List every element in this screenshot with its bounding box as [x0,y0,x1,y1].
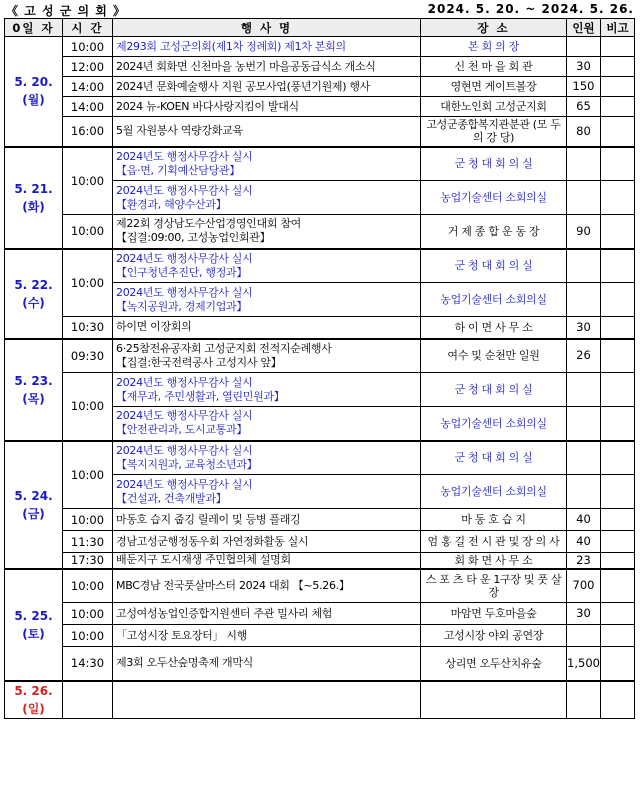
people-cell: 30 [567,317,601,339]
people-cell: 90 [567,215,601,249]
event-cell [113,373,421,407]
col-date: 0일 자 [5,19,63,37]
place-cell: 군 청 대 회 의 실 [421,441,567,475]
people-cell: 26 [567,339,601,373]
event-title: 「고성시장 토요장터」 시행 [116,628,248,642]
event-title: MBC경남 전국풋살마스터 2024 대회 【~5.26.】 [116,578,350,592]
event-cell [113,681,421,719]
note-cell [601,531,635,553]
people-cell: 150 [567,77,601,97]
time-cell: 14:30 [63,647,113,681]
time-cell: 16:00 [63,117,113,147]
people-cell [567,625,601,647]
place-cell: 영현면 게이트볼장 [421,77,567,97]
col-time: 시 간 [63,19,113,37]
note-cell [601,283,635,317]
date-cell [5,339,63,441]
schedule-row [5,215,635,249]
time-cell: 10:00 [63,37,113,57]
note-cell [601,249,635,283]
event-cell [113,215,421,249]
col-note: 비고 [601,19,635,37]
place-cell: 하 이 면 사 무 소 [421,317,567,339]
weekday-label: (화) [22,199,45,214]
schedule-row [5,77,635,97]
date-label: 5. 22. [14,277,53,292]
event-title: 2024년도 행정사무감사 실시 [116,375,253,389]
weekday-label: (토) [22,626,45,641]
schedule-row [5,603,635,625]
event-cell [113,117,421,147]
weekday-label: (목) [22,391,45,406]
event-title: 2024 뉴-KOEN 바다사랑지킴이 발대식 [116,99,299,113]
note-cell [601,97,635,117]
place-cell: 군 청 대 회 의 실 [421,147,567,181]
event-cell [113,57,421,77]
event-title: 제293회 고성군의회(제1차 정례회) 제1차 본회의 [116,39,346,53]
place-cell: 마 동 호 습 지 [421,509,567,531]
event-department: 【집결:09:00, 고성농업인회관】 [116,231,271,245]
people-cell: 40 [567,509,601,531]
note-cell [601,475,635,509]
time-cell: 10:00 [63,441,113,509]
event-title: 2024년도 행정사무감사 실시 [116,183,253,197]
event-cell [113,339,421,373]
time-cell: 17:30 [63,553,113,569]
event-title: 제3회 오두산숲명축제 개막식 [116,656,254,670]
date-cell [5,681,63,719]
event-cell [113,553,421,569]
note-cell [601,147,635,181]
people-cell [567,681,601,719]
note-cell [601,553,635,569]
schedule-body [5,37,635,719]
people-cell [567,475,601,509]
people-cell: 65 [567,97,601,117]
note-cell [601,441,635,475]
event-cell [113,569,421,603]
event-department: 【복지지원과, 교육청소년과】 [116,457,258,471]
event-cell [113,283,421,317]
people-cell [567,181,601,215]
schedule-row [5,681,635,719]
place-cell: 농업기술센터 소회의실 [421,181,567,215]
schedule-row [5,553,635,569]
event-title: 2024년도 행정사무감사 실시 [116,443,253,457]
schedule-row [5,117,635,147]
note-cell [601,407,635,441]
place-cell: 농업기술센터 소회의실 [421,475,567,509]
note-cell [601,77,635,97]
event-cell [113,625,421,647]
time-cell: 14:00 [63,97,113,117]
note-cell [601,681,635,719]
event-cell [113,647,421,681]
place-cell: 마암면 두호마을숲 [421,603,567,625]
event-department: 【집결:한국전력공사 고성지사 앞】 [116,355,282,369]
weekday-label: (수) [22,295,45,310]
event-cell [113,317,421,339]
schedule-row [5,317,635,339]
people-cell [567,407,601,441]
event-department: 【녹지공원과, 경제기업과】 [116,299,248,313]
place-cell: 농업기술센터 소회의실 [421,283,567,317]
time-cell [63,681,113,719]
schedule-row [5,569,635,603]
place-cell: 스 포 츠 타 운 1구장 및 풋 살 장 [421,569,567,603]
time-cell: 10:00 [63,603,113,625]
note-cell [601,603,635,625]
event-title: 2024년도 행정사무감사 실시 [116,477,253,491]
time-cell: 10:00 [63,215,113,249]
people-cell: 40 [567,531,601,553]
people-cell: 80 [567,117,601,147]
col-event: 행 사 명 [113,19,421,37]
place-cell: 상리면 오두산치유숲 [421,647,567,681]
date-cell [5,37,63,147]
event-cell [113,37,421,57]
note-cell [601,625,635,647]
event-cell [113,475,421,509]
people-cell: 1,500 [567,647,601,681]
schedule-row [5,249,635,283]
event-title: 6·25참전유공자회 고성군지회 전적지순례행사 [116,341,332,355]
place-cell: 농업기술센터 소회의실 [421,407,567,441]
schedule-row [5,647,635,681]
time-cell: 10:00 [63,249,113,317]
people-cell [567,283,601,317]
event-title: 2024년도 행정사무감사 실시 [116,285,253,299]
date-cell [5,147,63,249]
event-cell [113,603,421,625]
time-cell: 10:00 [63,569,113,603]
time-cell: 10:00 [63,625,113,647]
time-cell: 09:30 [63,339,113,373]
event-title: 2024년도 행정사무감사 실시 [116,149,253,163]
date-label: 5. 25. [14,608,53,623]
people-cell [567,441,601,475]
note-cell [601,569,635,603]
note-cell [601,215,635,249]
event-department: 【재무과, 주민생활과, 열린민원과】 [116,389,285,403]
event-department: 【인구청년추진단, 행정과】 [116,265,248,279]
event-cell [113,97,421,117]
note-cell [601,181,635,215]
period-label: 2024. 5. 20. ~ 2024. 5. 26. [427,2,634,16]
time-cell: 12:00 [63,57,113,77]
date-label: 5. 24. [14,488,53,503]
place-cell: 엄 홍 길 전 시 관 및 장 의 사 [421,531,567,553]
event-cell [113,531,421,553]
schedule-table [4,18,635,719]
note-cell [601,37,635,57]
note-cell [601,317,635,339]
note-cell [601,647,635,681]
weekday-label: (일) [22,701,45,716]
date-label: 5. 21. [14,181,53,196]
col-people: 인원 [567,19,601,37]
header-row [5,19,635,37]
time-cell: 10:00 [63,373,113,441]
schedule-row [5,339,635,373]
event-title: 마동호 습지 줍깅 릴레이 및 등병 플래깅 [116,512,301,526]
schedule-row [5,441,635,475]
event-cell [113,147,421,181]
people-cell [567,147,601,181]
schedule-row [5,625,635,647]
event-title: 경남고성군행정동우회 자연정화활동 실시 [116,534,309,548]
time-cell: 14:00 [63,77,113,97]
schedule-row [5,373,635,407]
place-cell: 대한노인회 고성군지회 [421,97,567,117]
note-cell [601,509,635,531]
schedule-row [5,531,635,553]
place-cell: 신 천 마 을 회 관 [421,57,567,77]
place-cell: 거 제 종 합 운 동 장 [421,215,567,249]
event-title: 고성여성농업인증합지원센터 주관 밀사리 체험 [116,606,333,620]
time-cell: 10:30 [63,317,113,339]
event-cell [113,249,421,283]
people-cell [567,249,601,283]
col-place: 장 소 [421,19,567,37]
event-title: 2024년 문화예술행사 지원 공모사업(풍년기원제) 행사 [116,79,371,93]
event-title: 2024년도 행정사무감사 실시 [116,409,253,423]
event-title: 하이면 이장회의 [116,320,192,334]
people-cell: 700 [567,569,601,603]
event-department: 【환경과, 해양수산과】 [116,197,227,211]
schedule-row [5,97,635,117]
note-cell [601,57,635,77]
schedule-row [5,57,635,77]
event-title: 5월 자원봉사 역량강화교육 [116,124,243,138]
people-cell: 30 [567,603,601,625]
place-cell: 여수 및 순천만 일원 [421,339,567,373]
time-cell: 10:00 [63,509,113,531]
date-label: 5. 23. [14,373,53,388]
place-cell: 회 화 면 사 무 소 [421,553,567,569]
event-cell [113,407,421,441]
date-cell [5,569,63,681]
time-cell: 11:30 [63,531,113,553]
event-title: 2024년도 행정사무감사 실시 [116,251,253,265]
schedule-row [5,147,635,181]
event-cell [113,181,421,215]
place-cell: 고성시장 야외 공연장 [421,625,567,647]
place-cell: 군 청 대 회 의 실 [421,249,567,283]
event-title: 2024년 회화면 신천마을 농번기 마을공동급식소 개소식 [116,59,376,73]
people-cell [567,37,601,57]
note-cell [601,373,635,407]
event-title: 제22회 경상남도수산업경영인대회 참여 [116,217,302,231]
note-cell [601,339,635,373]
event-department: 【안전관리과, 도시교통과】 [116,423,248,437]
date-cell [5,249,63,339]
people-cell: 23 [567,553,601,569]
event-department: 【읍·면, 기획예산담당관】 [116,163,240,177]
event-cell [113,509,421,531]
weekday-label: (월) [22,93,45,108]
place-cell: 본 회 의 장 [421,37,567,57]
schedule-row [5,37,635,57]
people-cell [567,373,601,407]
schedule-header [6,2,634,18]
date-cell [5,441,63,569]
date-label: 5. 26. [14,683,53,698]
schedule-row [5,509,635,531]
note-cell [601,117,635,147]
place-cell [421,681,567,719]
place-cell: 군 청 대 회 의 실 [421,373,567,407]
event-cell [113,77,421,97]
event-department: 【건설과, 건축개발과】 [116,491,227,505]
weekday-label: (금) [22,506,45,521]
event-cell [113,441,421,475]
people-cell: 30 [567,57,601,77]
time-cell: 10:00 [63,147,113,215]
place-cell: 고성군종합복지관분관 (모 두 의 강 당) [421,117,567,147]
council-title: 《 고 성 군 의 회 》 [6,4,127,18]
date-label: 5. 20. [14,75,53,90]
event-title: 배둔지구 도시재생 주민협의체 설명회 [116,553,291,567]
